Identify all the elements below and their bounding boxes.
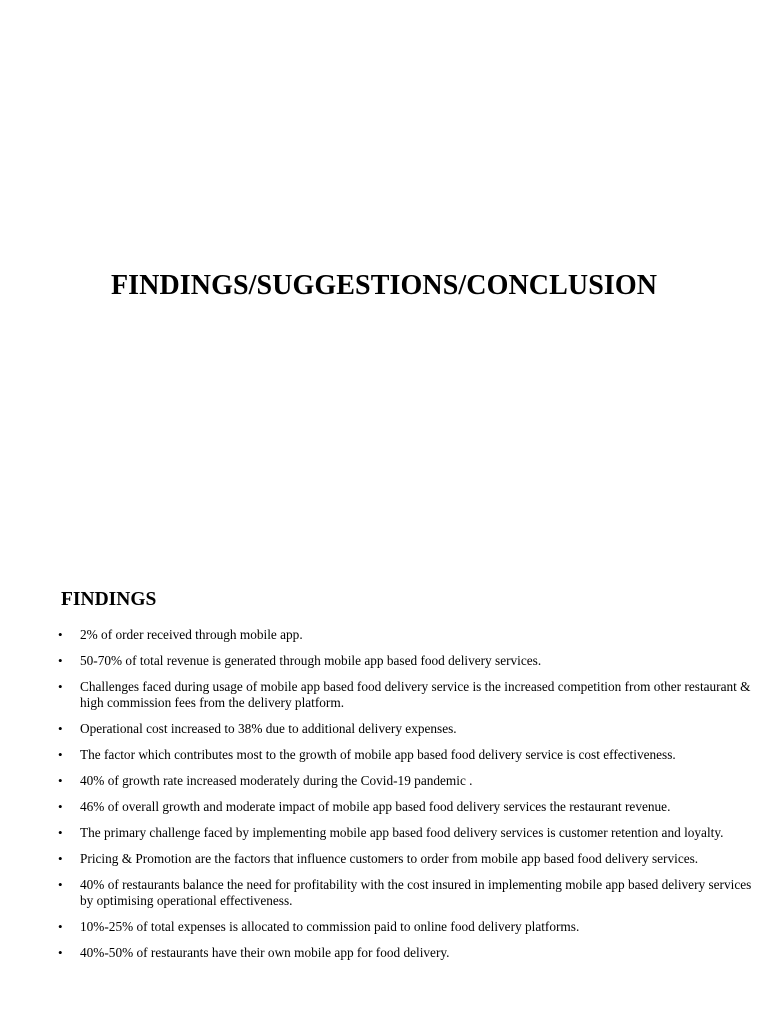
bullet-icon: • — [58, 627, 63, 642]
finding-item — [58, 653, 758, 669]
finding-item — [58, 721, 758, 737]
finding-item — [58, 825, 758, 841]
bullet-icon: • — [58, 851, 63, 867]
findings-list — [58, 627, 758, 971]
finding-item — [58, 919, 758, 935]
finding-text: The factor which contributes most to the growth of mobile app based food delivery service is cost effectiveness. — [80, 746, 676, 762]
finding-text: 2% of order received through mobile app. — [80, 627, 303, 642]
finding-text: 10%-25% of total expenses is allocated to commission paid to online food delivery platforms. — [80, 919, 580, 935]
finding-text: 46% of overall growth and moderate impact of mobile app based food delivery services the restaurant revenue. — [80, 799, 671, 815]
bullet-icon: • — [58, 877, 63, 893]
bullet-icon: • — [58, 773, 63, 789]
finding-text: 40% of restaurants balance the need for profitability with the cost insured in implementing mobile app based delivery services by optimising operational effectiveness. — [80, 877, 752, 909]
finding-text: Pricing & Promotion are the factors that influence customers to order from mobile app based food delivery services. — [80, 851, 699, 867]
finding-text: The primary challenge faced by implementing mobile app based food delivery services is customer retention and loyalty. — [80, 825, 724, 841]
bullet-icon: • — [58, 720, 63, 736]
finding-item — [58, 945, 758, 961]
bullet-icon: • — [58, 825, 63, 841]
finding-text: 40% of growth rate increased moderately during the Covid-19 pandemic . — [80, 773, 473, 789]
bullet-icon: • — [58, 919, 63, 935]
finding-item — [58, 679, 758, 710]
finding-item — [58, 877, 758, 908]
finding-text: 50-70% of total revenue is generated through mobile app based food delivery services. — [80, 653, 542, 669]
finding-item — [58, 627, 758, 643]
finding-text: Operational cost increased to 38% due to additional delivery expenses. — [80, 720, 457, 736]
page-title: FINDINGS/SUGGESTIONS/CONCLUSION — [110, 270, 658, 301]
finding-text: 40%-50% of restaurants have their own mobile app for food delivery. — [80, 945, 450, 961]
finding-item — [58, 747, 758, 763]
section-heading-findings: FINDINGS — [61, 589, 157, 610]
bullet-icon: • — [58, 799, 63, 815]
bullet-icon: • — [58, 679, 63, 695]
finding-item — [58, 851, 758, 867]
bullet-icon: • — [58, 746, 63, 762]
finding-item — [58, 799, 758, 815]
finding-item — [58, 773, 758, 789]
bullet-icon: • — [58, 945, 63, 961]
finding-text: Challenges faced during usage of mobile app based food delivery service is the increased competition from other restaurant & high commission fees from the delivery platform. — [80, 679, 751, 710]
bullet-icon: • — [58, 653, 63, 669]
